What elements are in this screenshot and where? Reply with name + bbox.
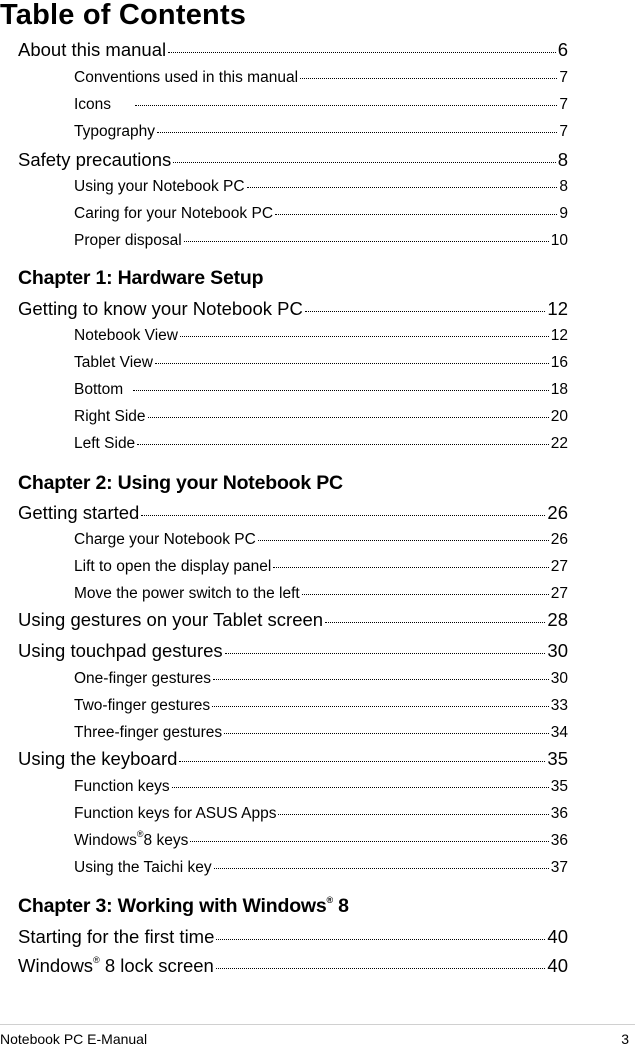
toc-entry-page: 27 — [550, 585, 568, 602]
toc-entry-page: 18 — [550, 381, 568, 398]
dot-leader — [305, 311, 546, 312]
toc-entry-title: Using the Taichi key — [74, 859, 212, 876]
toc-entry-title: Bottom — [74, 381, 124, 398]
toc-entry-title: Using your Notebook PC — [74, 178, 245, 195]
dot-leader — [180, 336, 549, 337]
toc-entry[interactable] — [74, 695, 568, 717]
dot-leader — [155, 363, 549, 364]
toc-entry[interactable] — [18, 38, 568, 62]
toc-entry[interactable] — [74, 529, 568, 551]
toc-entry-title: Notebook View — [74, 327, 178, 344]
dot-leader — [325, 622, 545, 623]
dot-leader — [275, 214, 557, 215]
footer-page-number: 3 — [621, 1031, 629, 1047]
toc-entry-page: 36 — [550, 805, 568, 822]
toc-entry-page: 30 — [547, 640, 568, 661]
dot-leader — [184, 241, 549, 242]
toc-entry[interactable] — [74, 230, 568, 252]
dot-leader — [157, 132, 557, 133]
chapter-heading — [18, 894, 349, 918]
toc-entry[interactable] — [18, 148, 568, 172]
toc-entry[interactable] — [18, 639, 568, 663]
toc-entry-title: Using the keyboard — [18, 748, 178, 769]
toc-entry-title: Tablet View — [74, 354, 153, 371]
dot-leader — [278, 814, 548, 815]
dot-leader — [300, 78, 557, 79]
dot-leader — [216, 968, 546, 969]
dot-leader — [148, 417, 549, 418]
toc-entry[interactable] — [74, 67, 568, 89]
dot-leader — [141, 515, 545, 516]
dot-leader — [212, 706, 549, 707]
toc-entry-page: 12 — [550, 327, 568, 344]
chapter-heading: Chapter 2: Using your Notebook PC — [18, 472, 343, 494]
toc-entry[interactable] — [74, 583, 568, 605]
toc-entry-title: Getting to know your Notebook PC — [18, 298, 303, 319]
toc-entry[interactable] — [74, 776, 568, 798]
toc-entry[interactable] — [74, 722, 568, 744]
toc-entry[interactable] — [74, 203, 568, 225]
toc-entry-title-text: 8 keys — [143, 832, 189, 849]
toc-entry-title: Using touchpad gestures — [18, 640, 223, 661]
toc-entry-title: Caring for your Notebook PC — [74, 205, 274, 222]
toc-entry-page: 27 — [550, 558, 568, 575]
dot-leader — [190, 841, 548, 842]
toc-entry-page: 9 — [559, 205, 568, 222]
toc-entry[interactable] — [74, 857, 568, 879]
toc-entry-page: 12 — [547, 298, 568, 319]
dot-leader — [137, 444, 549, 445]
toc-entry-title: About this manual — [18, 39, 167, 60]
toc-entry[interactable] — [18, 925, 568, 949]
toc-entry-page: 37 — [550, 859, 568, 876]
toc-entry-title: Move the power switch to the left — [74, 585, 300, 602]
toc-entry-title: Proper disposal — [74, 232, 182, 249]
toc-entry-page: 28 — [547, 609, 568, 630]
toc-entry-page: 26 — [550, 531, 568, 548]
dot-leader — [224, 733, 549, 734]
toc-entry-title: Two-finger gestures — [74, 697, 211, 714]
registered-mark: ® — [136, 828, 144, 839]
toc-entry-title — [18, 954, 214, 978]
toc-entry-page: 7 — [559, 96, 568, 113]
toc-entry[interactable] — [18, 747, 568, 771]
toc-entry-page: 26 — [547, 502, 568, 523]
toc-entry-title: Typography — [74, 123, 155, 140]
toc-entry-page: 7 — [559, 69, 568, 86]
dot-leader — [247, 187, 558, 188]
toc-entry-title-text: 8 lock screen — [99, 955, 214, 976]
chapter-heading-text: Chapter 3: Working with Windows — [18, 895, 327, 917]
toc-entry-title: Icons — [74, 96, 112, 113]
toc-entry[interactable] — [74, 406, 568, 428]
toc-entry-title — [74, 830, 188, 852]
toc-entry[interactable] — [74, 352, 568, 374]
toc-entry-title: Function keys for ASUS Apps — [74, 805, 277, 822]
toc-entry-title: Left Side — [74, 435, 136, 452]
toc-entry-title: Getting started — [18, 502, 140, 523]
dot-leader — [273, 567, 548, 568]
registered-mark: ® — [93, 954, 100, 965]
toc-entry-page: 6 — [557, 39, 568, 60]
toc-entry[interactable] — [18, 954, 568, 978]
toc-entry-title: Conventions used in this manual — [74, 69, 299, 86]
dot-leader — [302, 594, 549, 595]
toc-entry[interactable] — [74, 379, 568, 401]
dot-leader — [258, 540, 549, 541]
dot-leader — [213, 679, 549, 680]
toc-entry[interactable] — [18, 608, 568, 632]
chapter-heading: Chapter 1: Hardware Setup — [18, 267, 264, 289]
toc-entry[interactable] — [74, 803, 568, 825]
dot-leader — [168, 52, 556, 53]
toc-entry-page: 22 — [550, 435, 568, 452]
footer-divider — [0, 1024, 635, 1025]
toc-entry-title: Starting for the first time — [18, 926, 215, 947]
dot-leader — [179, 761, 545, 762]
registered-mark: ® — [326, 894, 333, 905]
toc-entry-page: 35 — [550, 778, 568, 795]
toc-entry[interactable] — [74, 176, 568, 198]
toc-entry[interactable] — [74, 556, 568, 578]
toc-entry-title: Lift to open the display panel — [74, 558, 272, 575]
toc-entry-page: 8 — [557, 149, 568, 170]
toc-entry-title: Charge your Notebook PC — [74, 531, 256, 548]
footer-manual-name: Notebook PC E-Manual — [0, 1031, 148, 1047]
dot-leader — [225, 653, 546, 654]
toc-entry[interactable] — [74, 94, 568, 116]
toc-entry-page: 30 — [550, 670, 568, 687]
toc-entry-title: Function keys — [74, 778, 170, 795]
toc-entry-page: 10 — [550, 232, 568, 249]
toc-entry-title: Using gestures on your Tablet screen — [18, 609, 324, 630]
dot-leader — [133, 390, 549, 391]
toc-entry-page: 34 — [550, 724, 568, 741]
toc-entry-title: One-finger gestures — [74, 670, 211, 687]
toc-entry-page: 40 — [547, 926, 568, 947]
toc-entry[interactable] — [74, 668, 568, 690]
toc-entry-page: 16 — [550, 354, 568, 371]
toc-entry-page: 40 — [547, 955, 568, 976]
toc-entry[interactable] — [74, 830, 568, 852]
page-title: Table of Contents — [0, 0, 247, 31]
dot-leader — [216, 939, 545, 940]
dot-leader — [173, 162, 555, 163]
toc-entry-page: 36 — [550, 832, 568, 849]
toc-entry-title: Safety precautions — [18, 149, 172, 170]
toc-entry-page: 33 — [550, 697, 568, 714]
dot-leader — [214, 868, 549, 869]
toc-entry-title: Three-finger gestures — [74, 724, 223, 741]
toc-entry[interactable] — [74, 433, 568, 455]
toc-entry[interactable] — [74, 121, 568, 143]
toc-entry-page: 7 — [559, 123, 568, 140]
toc-entry-page: 8 — [559, 178, 568, 195]
dot-leader — [135, 105, 557, 106]
toc-entry-title-text: Windows — [74, 832, 137, 849]
toc-entry[interactable] — [74, 325, 568, 347]
toc-entry[interactable] — [18, 501, 568, 525]
toc-entry[interactable] — [18, 297, 568, 321]
toc-entry-title-text: Windows — [18, 955, 94, 976]
toc-entry-title: Right Side — [74, 408, 146, 425]
dot-leader — [172, 787, 549, 788]
toc-entry-page: 20 — [550, 408, 568, 425]
chapter-heading-text: 8 — [332, 895, 349, 917]
toc-entry-page: 35 — [547, 748, 568, 769]
